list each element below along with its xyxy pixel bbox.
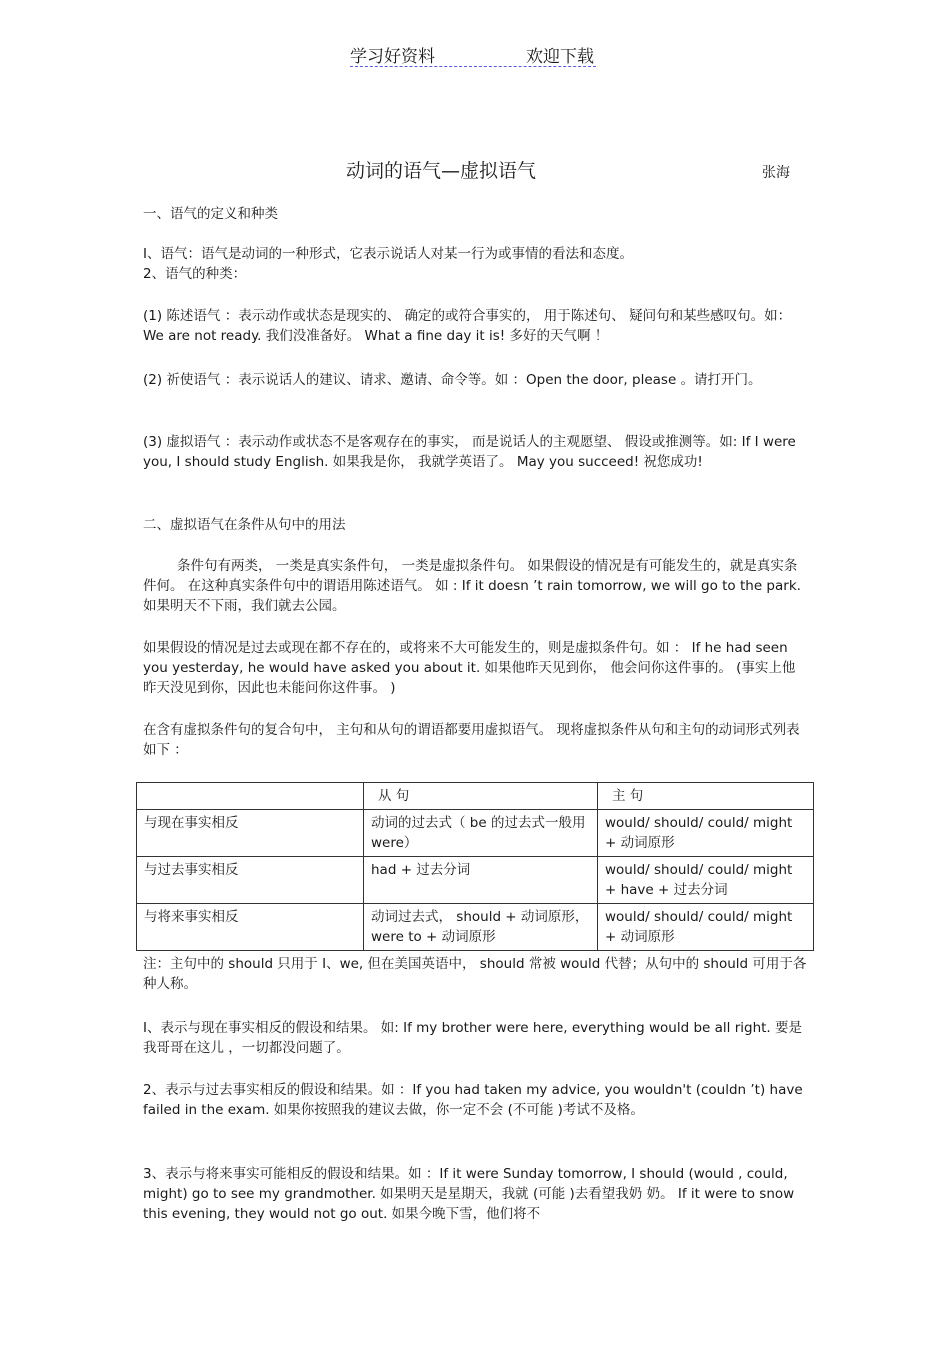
paragraph-indicative: (1) 陈述语气 ：表示动作或状态是现实的、 确定的或符合事实的， 用于陈述句、 疑问句和某些感叹句。如： We are not ready. 我们没准备好。 What a fine day it is! 多好的天气啊 ！ bbox=[143, 308, 792, 344]
paragraph-unreal-conditional: 如果假设的情况是过去或现在都不存在的，或将来不大可能发生的，则是虚拟条件句。如 ： If he had seen you yesterday, he would have asked you about it. 如果他昨天见到你， 他会问你这件事的。 (事实上他昨天没见到你，因此也未能问你这件事。 ) bbox=[143, 640, 796, 696]
header-left-text: 学习好资料 bbox=[350, 47, 435, 67]
paragraph-note: 注：主句中的 should 只用于 I、we, 但在美国英语中， should 常被 would 代替；从句中的 should 可用于各种人称。 bbox=[143, 956, 807, 992]
table-header-cell bbox=[137, 783, 364, 810]
section-heading-1: 一、语气的定义和种类 bbox=[143, 206, 278, 222]
paragraph-table-intro: 在含有虚拟条件句的复合句中， 主句和从句的谓语都要用虚拟语气。 现将虚拟条件从句和主句的动词形式列表如下 ： bbox=[143, 722, 800, 758]
document-title: 动词的语气—虚拟语气 bbox=[346, 160, 537, 182]
table-cell: 动词的过去式（ be 的过去式一般用 were） bbox=[364, 810, 598, 857]
table-cell: 与现在事实相反 bbox=[137, 810, 364, 857]
table-cell: would/ should/ could/ might + 动词原形 bbox=[598, 810, 814, 857]
paragraph-present-contrary: I、表示与现在事实相反的假设和结果。 如: If my brother were here, everything would be all right. 要是我哥哥在这儿 ，一切都没问题了。 bbox=[143, 1020, 803, 1056]
paragraph-definition: I、语气：语气是动词的一种形式，它表示说话人对某一行为或事情的看法和态度。 bbox=[143, 246, 633, 262]
paragraph-conditional-types: 条件句有两类， 一类是真实条件句， 一类是虚拟条件句。 如果假设的情况是有可能发生的，就是真实条件何。 在这种真实条件句中的谓语用陈述语气。 如 : If it doesn ’t rain tomorrow, we will go to the park. 如果明天不下雨，我们就去公园。 bbox=[143, 558, 801, 614]
table-cell: would/ should/ could/ might + 动词原形 bbox=[598, 904, 814, 951]
table-row bbox=[137, 904, 814, 951]
paragraph-imperative: (2) 祈使语气 ：表示说话人的建议、请求、邀请、命令等。如 ：Open the door, please 。请打开门。 bbox=[143, 372, 762, 388]
author-name: 张海 bbox=[762, 165, 790, 181]
table-header-cell: 从 句 bbox=[364, 783, 598, 810]
paragraph-future-contrary: 3、表示与将来事实可能相反的假设和结果。如 ：If it were Sunday tomorrow, I should (would , could, might) go to see my grandmother. 如果明天是星期天，我就 (可能 )去看望我奶 奶。 If it were to snow this evening, they would not go out. 如果今晚下雪，他们将不 bbox=[143, 1166, 795, 1222]
table-cell: 与过去事实相反 bbox=[137, 857, 364, 904]
table-cell: would/ should/ could/ might + have + 过去分词 bbox=[598, 857, 814, 904]
table-cell: had + 过去分词 bbox=[364, 857, 598, 904]
table-row bbox=[137, 810, 814, 857]
verb-forms-table bbox=[136, 782, 814, 951]
paragraph-subjunctive: (3) 虚拟语气 ：表示动作或状态不是客观存在的事实， 而是说话人的主观愿望、 假设或推测等。如: If I were you, I should study English. 如果我是你， 我就学英语了。 May you succeed! 祝您成功! bbox=[143, 434, 796, 470]
section-heading-2: 二、虚拟语气在条件从句中的用法 bbox=[143, 517, 346, 533]
page-header bbox=[350, 40, 596, 67]
paragraph-types-heading: 2、语气的种类： bbox=[143, 266, 247, 282]
table-header-cell: 主 句 bbox=[598, 783, 814, 810]
table-cell: 动词过去式， should + 动词原形， were to + 动词原形 bbox=[364, 904, 598, 951]
table-cell: 与将来事实相反 bbox=[137, 904, 364, 951]
paragraph-past-contrary: 2、表示与过去事实相反的假设和结果。如 ：If you had taken my advice, you wouldn't (couldn ’t) have failed in the exam. 如果你按照我的建议去做，你一定不会 (不可能 )考试不及格。 bbox=[143, 1082, 803, 1118]
table-row bbox=[137, 857, 814, 904]
table-header-row bbox=[137, 783, 814, 810]
header-right-text: 欢迎下载 bbox=[526, 47, 594, 67]
